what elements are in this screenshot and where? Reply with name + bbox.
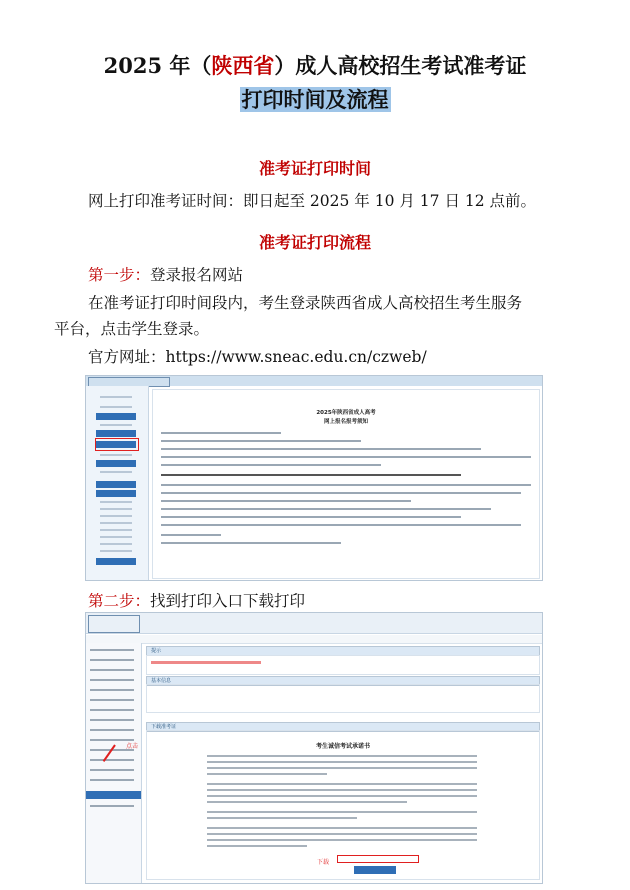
sidebar-button xyxy=(96,460,136,467)
info-header: 基本信息 xyxy=(146,676,540,686)
print-panel xyxy=(146,646,538,879)
sidebar xyxy=(86,643,142,883)
notice-panel xyxy=(152,389,540,579)
agree-checkbox-highlight xyxy=(337,855,419,863)
print-page-screenshot xyxy=(85,612,543,884)
info-box xyxy=(146,684,540,713)
notice-subtitle: 网上报名报考须知 xyxy=(323,419,368,425)
sidebar-button xyxy=(96,430,136,437)
notice-header: 提示 xyxy=(146,646,540,656)
step1-heading: 第一步：登录报名网站 xyxy=(88,266,244,284)
login-page-screenshot xyxy=(85,375,543,581)
top-nav xyxy=(86,635,542,644)
step1-url-line: 官方网址：https://www.sneac.edu.cn/czweb/ xyxy=(88,348,427,366)
sidebar-button xyxy=(96,558,136,565)
site-logo xyxy=(88,615,140,633)
process-heading: 准考证打印流程 xyxy=(258,233,371,252)
print-admission-menu-item xyxy=(86,791,141,799)
step2-heading: 第二步：找到打印入口下载打印 xyxy=(88,592,306,610)
document-subtitle: 打印时间及流程 xyxy=(241,87,389,112)
sidebar-button xyxy=(96,490,136,497)
official-url-link[interactable]: https://www.sneac.edu.cn/czweb/ xyxy=(165,348,427,366)
notice-title: 2025年陕西省成人高考 xyxy=(316,410,376,416)
sidebar xyxy=(86,386,149,580)
site-header xyxy=(86,613,542,634)
sidebar-button xyxy=(96,413,136,420)
download-header: 下载准考证 xyxy=(146,722,540,732)
pledge-box xyxy=(146,730,540,880)
province-name: 陕西省 xyxy=(211,53,275,78)
highlight-box xyxy=(95,438,139,451)
document-title: 2025 年（陕西省）成人高校招生考试准考证 xyxy=(103,53,527,78)
click-annotation: 点击 xyxy=(126,743,139,750)
time-text: 网上打印准考证时间：即日起至 2025 年 10 月 17 日 12 点前。 xyxy=(88,192,537,210)
download-button xyxy=(354,866,396,874)
notice-box xyxy=(146,655,540,675)
step1-text-line1: 在准考证打印时间段内，考生登录陕西省成人高校招生考生服务 xyxy=(88,294,523,312)
download-annotation: 下载 xyxy=(317,859,330,866)
sidebar-button xyxy=(96,481,136,488)
step1-text-line2: 平台，点击学生登录。 xyxy=(54,320,210,338)
time-heading: 准考证打印时间 xyxy=(258,159,371,178)
pledge-title: 考生诚信考试承诺书 xyxy=(315,743,370,750)
